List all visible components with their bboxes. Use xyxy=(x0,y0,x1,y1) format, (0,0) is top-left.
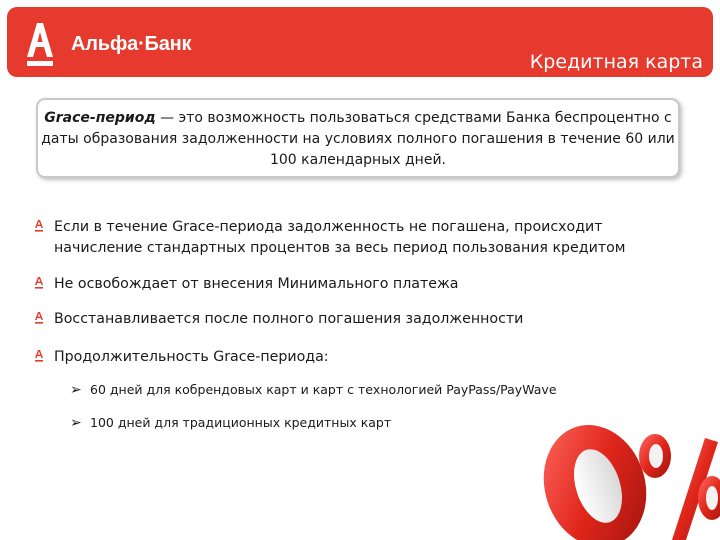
bullet-text: Продолжительность Grace-периода: xyxy=(54,349,329,365)
sub-bullet-text: 60 дней для кобрендовых карт и карт с технологией PayPass/PayWave xyxy=(90,382,557,397)
definition-text: — это возможность пользоваться средствами Банка беспроцентно с даты образования задолженности на условиях полного погашения в течение 60 или 100 календарных дней. xyxy=(41,110,675,168)
bullet-text: Не освобождает от внесения Минимального платежа xyxy=(54,276,459,292)
alfa-bullet-icon xyxy=(34,349,44,363)
arrow-bullet-icon: ➢ xyxy=(70,382,82,398)
page-title: Кредитная карта xyxy=(529,51,703,73)
alfa-bullet-icon xyxy=(34,311,44,325)
header-bar xyxy=(7,7,713,77)
zero-percent-3d-icon xyxy=(540,418,720,540)
bullet-text: Если в течение Grace-периода задолженность не погашена, происходит начисление стандартных процентов за весь период пользования кредитом xyxy=(54,219,626,256)
arrow-bullet-icon: ➢ xyxy=(70,415,82,431)
alfa-bullet-icon xyxy=(34,219,44,233)
alfa-bullet-icon xyxy=(34,276,44,290)
definition-box xyxy=(36,98,680,178)
alfa-a-logo-icon xyxy=(23,17,57,71)
definition-term: Grace-период xyxy=(44,110,156,126)
brand-name: Альфа·Банк xyxy=(71,33,192,55)
bullet-text: Восстанавливается после полного погашения задолженности xyxy=(54,311,524,327)
sub-bullet-text: 100 дней для традиционных кредитных карт xyxy=(90,415,392,430)
